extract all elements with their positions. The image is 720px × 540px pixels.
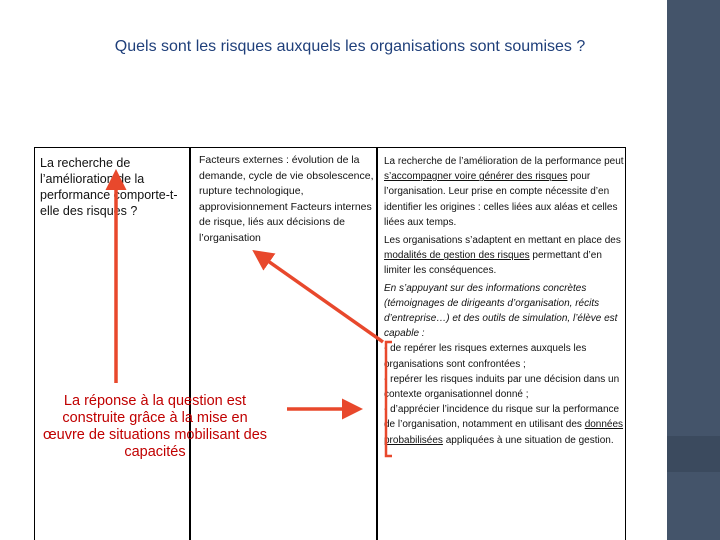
answer-text: La réponse à la question est construite grâce à la mise en œuvre de situations mobilisant des capacités bbox=[42, 393, 268, 460]
capacities-bracket bbox=[386, 342, 392, 456]
slide-title: Quels sont les risques auxquels les organisations sont soumises ? bbox=[114, 38, 586, 55]
objective-paragraph-1: La recherche de l’amélioration de la performance peut s’accompagner voire générer des risques pour l’organisation. Leur prise en compte nécessite d’en identifier les origines : celles liées aux aléas et celles liées aux temps. bbox=[384, 156, 624, 228]
question-text: La recherche de l’amélioration de la performance comporte-t-elle des risques ? bbox=[40, 156, 178, 218]
risk-factors-text: Facteurs externes : évolution de la demande, cycle de vie obsolescence, rupture technologique, approvisionnement Facteurs internes de risque, liés aux décisions de l’organisation bbox=[199, 154, 374, 244]
arrow-to-factors bbox=[258, 254, 383, 342]
objective-paragraph-2: Les organisations s’adaptent en mettant en place des modalités de gestion des risques permettant d’en limiter les conséquences. bbox=[384, 235, 621, 277]
capacity-item-1: - de repérer les risques externes auxquels les organisations sont confrontées ; bbox=[384, 343, 587, 370]
capacity-item-3: - d’apprécier l’incidence du risque sur la performance de l’organisation, notamment en utilisant des données probabilisées appliquées à une situation de gestion. bbox=[384, 404, 624, 446]
objective-paragraph-3: En s’appuyant sur des informations concrètes (témoignages de dirigeants d’organisation, récits d’entreprise…) et des outils de simulation, l’élève est capable : bbox=[384, 282, 618, 340]
capacity-item-2: - repérer les risques induits par une décision dans un contexte organisationnel donné ; bbox=[384, 373, 620, 401]
